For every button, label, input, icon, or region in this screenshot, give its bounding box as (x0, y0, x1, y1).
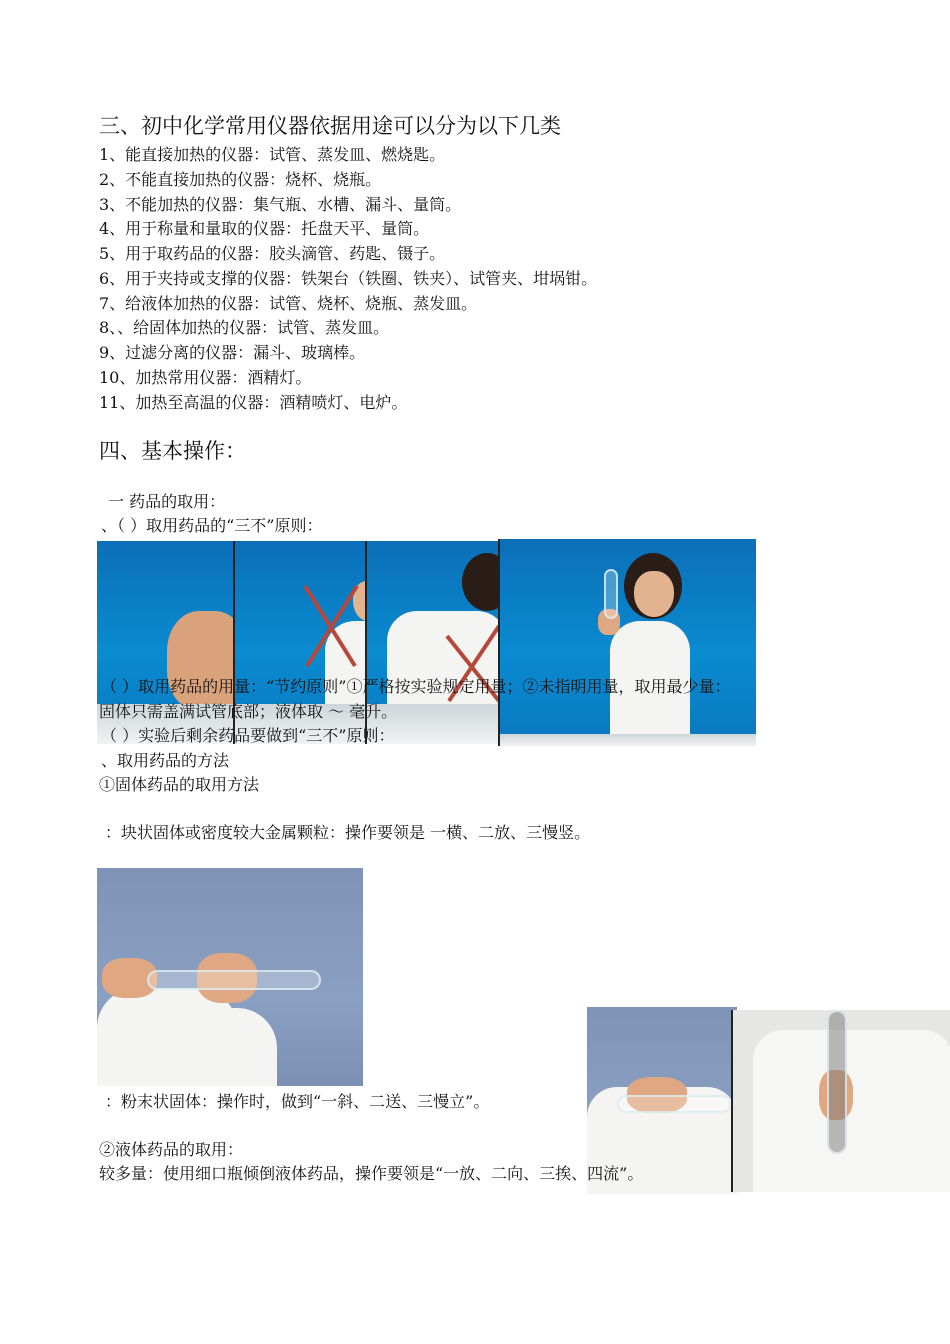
usage-amount-text: 固体只需盖满试管底部；液体取 ～ 毫升。 (99, 702, 398, 721)
photo-powder-upright (731, 1010, 950, 1192)
list-item: 9、过滤分离的仪器：漏斗、玻璃棒。 (99, 343, 366, 362)
list-item: 8、、给固体加热的仪器：试管、蒸发皿。 (99, 318, 390, 337)
list-item: 2、不能直接加热的仪器：烧杯、烧瓶。 (99, 170, 382, 189)
list-item: 7、给液体加热的仪器：试管、烧杯、烧瓶、蒸发皿。 (99, 294, 478, 313)
list-item: 1、能直接加热的仪器：试管、蒸发皿、燃烧匙。 (99, 145, 446, 164)
subsection-title: 一 药品的取用： (108, 492, 226, 511)
liquid-title: ②液体药品的取用： (99, 1140, 244, 1159)
subsection-heading: 、（ ）取用药品的“三不”原则： (101, 516, 323, 535)
list-item: 5、用于取药品的仪器：胶头滴管、药匙、镊子。 (99, 244, 446, 263)
usage-principle-text: （ ）取用药品的用量：“节约原则”①严格按实验规定用量；②未指明用量，取用最少量： (101, 677, 731, 696)
block-solid-text: ：块状固体或密度较大金属颗粒：操作要领是 一横、二放、三慢竖。 (105, 823, 591, 842)
section-3-title: 三、初中化学常用仪器依据用途可以分为以下几类 (99, 114, 561, 138)
list-item: 4、用于称量和量取的仪器：托盘天平、量筒。 (99, 219, 430, 238)
powder-solid-text: ：粉末状固体：操作时，做到“一斜、二送、三慢立”。 (105, 1092, 490, 1111)
section-4-title: 四、基本操作： (99, 439, 246, 463)
solid-method-title: ①固体药品的取用方法 (99, 775, 260, 794)
photo-tweezers-test-tube (97, 868, 363, 1086)
list-item: 6、用于夹持或支撑的仪器：铁架台（铁圈、铁夹）、试管夹、坩埚钳。 (99, 269, 598, 288)
list-item: 3、不能加热的仪器：集气瓶、水槽、漏斗、量筒。 (99, 195, 462, 214)
list-item: 11、加热至高温的仪器：酒精喷灯、电炉。 (99, 393, 408, 412)
list-item: 10、加热常用仪器：酒精灯。 (99, 368, 312, 387)
method-title: 、取用药品的方法 (101, 751, 230, 770)
photo-woman-test-tube (498, 539, 756, 746)
leftover-principle-text: （ ）实验后剩余药品要做到“三不”原则： (101, 726, 395, 745)
liquid-large-text: 较多量：使用细口瓶倾倒液体药品，操作要领是“一放、二向、三挨、四流”。 (99, 1164, 644, 1183)
